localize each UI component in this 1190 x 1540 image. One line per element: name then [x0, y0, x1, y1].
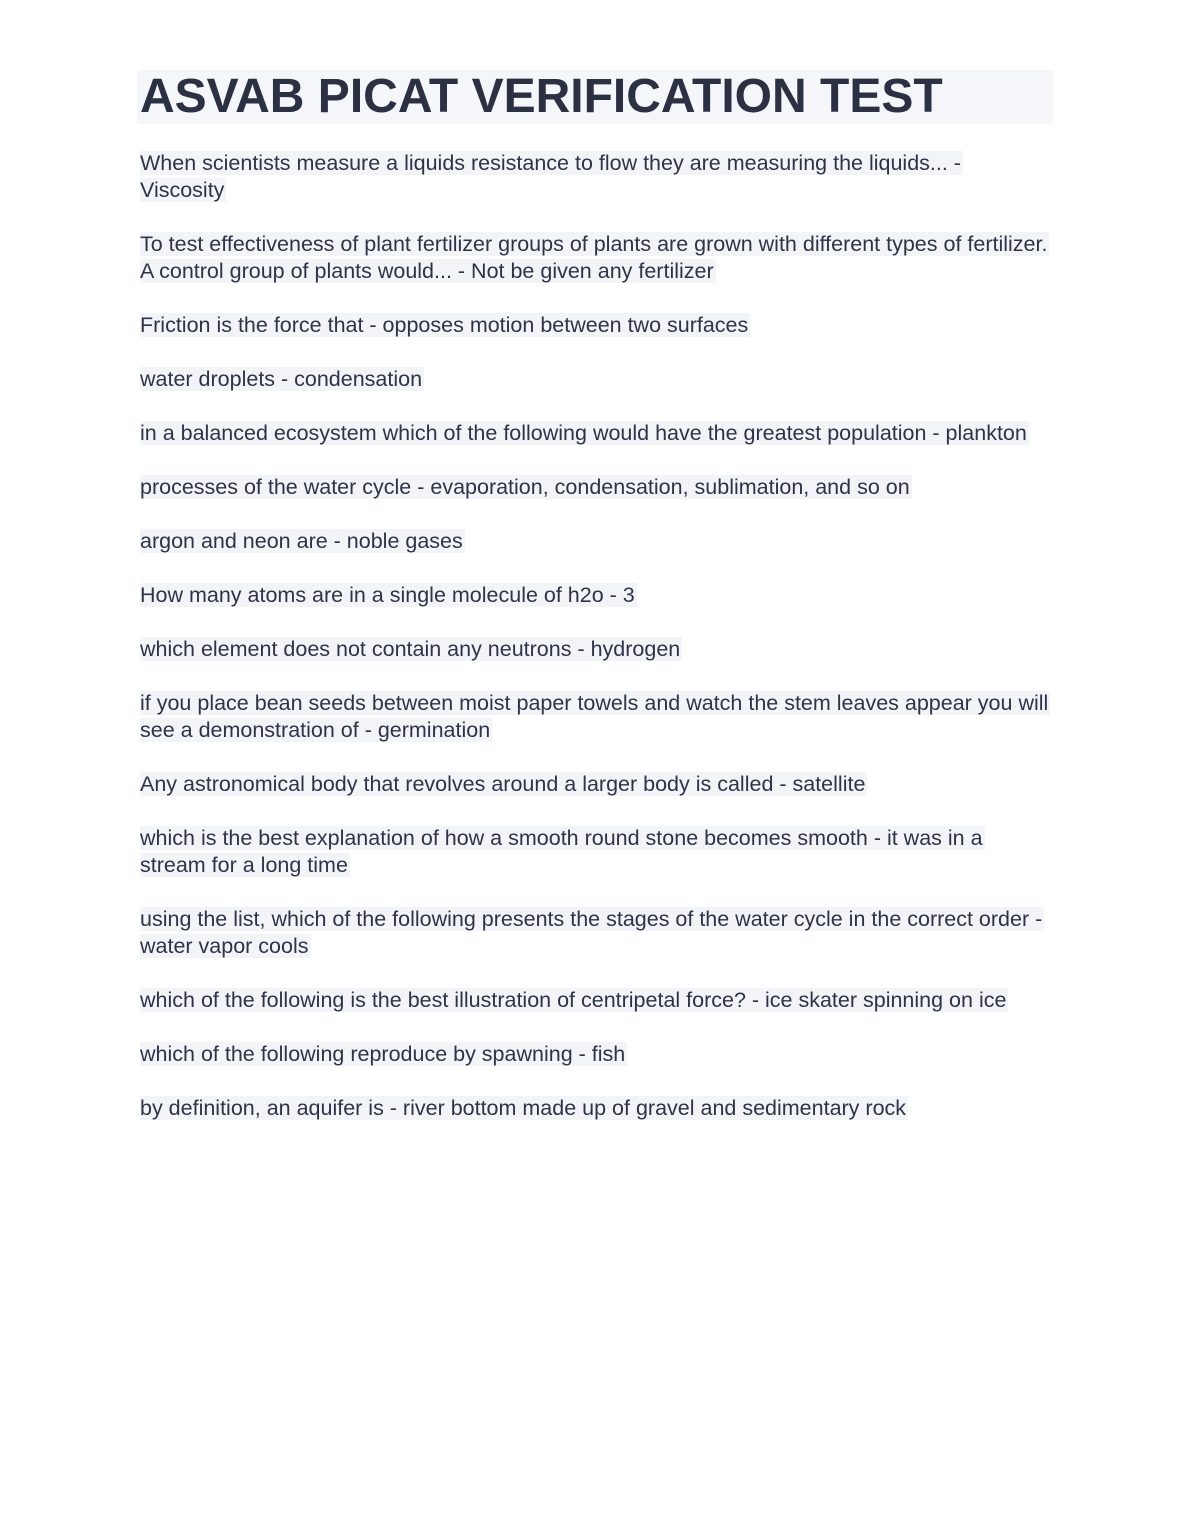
qa-item-text: Any astronomical body that revolves around a larger body is called - satellite: [140, 772, 866, 796]
qa-item: [140, 420, 1050, 447]
qa-item-text: processes of the water cycle - evaporation, condensation, sublimation, and so on: [140, 475, 910, 499]
qa-item: [140, 906, 1050, 960]
qa-item-text: To test effectiveness of plant fertilizer groups of plants are grown with different types of fertilizer. A control group of plants would... - Not be given any fertilizer: [140, 232, 1048, 283]
qa-item: [140, 1095, 1050, 1122]
qa-item-text: which of the following is the best illustration of centripetal force? - ice skater spinning on ice: [140, 988, 1007, 1012]
qa-item-text: When scientists measure a liquids resistance to flow they are measuring the liquids... - Viscosity: [140, 151, 961, 202]
qa-item: [140, 528, 1050, 555]
qa-item: [140, 987, 1050, 1014]
qa-item-text: which of the following reproduce by spawning - fish: [140, 1042, 626, 1066]
qa-item: [140, 231, 1050, 285]
qa-item: [140, 771, 1050, 798]
qa-item: [140, 312, 1050, 339]
qa-item-text: How many atoms are in a single molecule of h2o - 3: [140, 583, 635, 607]
qa-list: [140, 150, 1050, 1149]
qa-item-text: if you place bean seeds between moist paper towels and watch the stem leaves appear you will see a demonstration of - germination: [140, 691, 1049, 742]
qa-item-text: in a balanced ecosystem which of the following would have the greatest population - plankton: [140, 421, 1027, 445]
qa-item: [140, 636, 1050, 663]
qa-item-text: Friction is the force that - opposes motion between two surfaces: [140, 313, 749, 337]
qa-item: [140, 690, 1050, 744]
qa-item-text: which element does not contain any neutrons - hydrogen: [140, 637, 681, 661]
qa-item: [140, 1041, 1050, 1068]
qa-item: [140, 825, 1050, 879]
qa-item-text: which is the best explanation of how a smooth round stone becomes smooth - it was in a stream for a long time: [140, 826, 983, 877]
qa-item: [140, 150, 1050, 204]
qa-item-text: argon and neon are - noble gases: [140, 529, 463, 553]
page-title: ASVAB PICAT VERIFICATION TEST: [140, 70, 943, 123]
qa-item-text: by definition, an aquifer is - river bottom made up of gravel and sedimentary rock: [140, 1096, 907, 1120]
qa-item: [140, 474, 1050, 501]
qa-item: [140, 582, 1050, 609]
qa-item-text: water droplets - condensation: [140, 367, 423, 391]
qa-item: [140, 366, 1050, 393]
title-block: [137, 70, 1053, 124]
qa-item-text: using the list, which of the following presents the stages of the water cycle in the correct order - water vapor cools: [140, 907, 1043, 958]
